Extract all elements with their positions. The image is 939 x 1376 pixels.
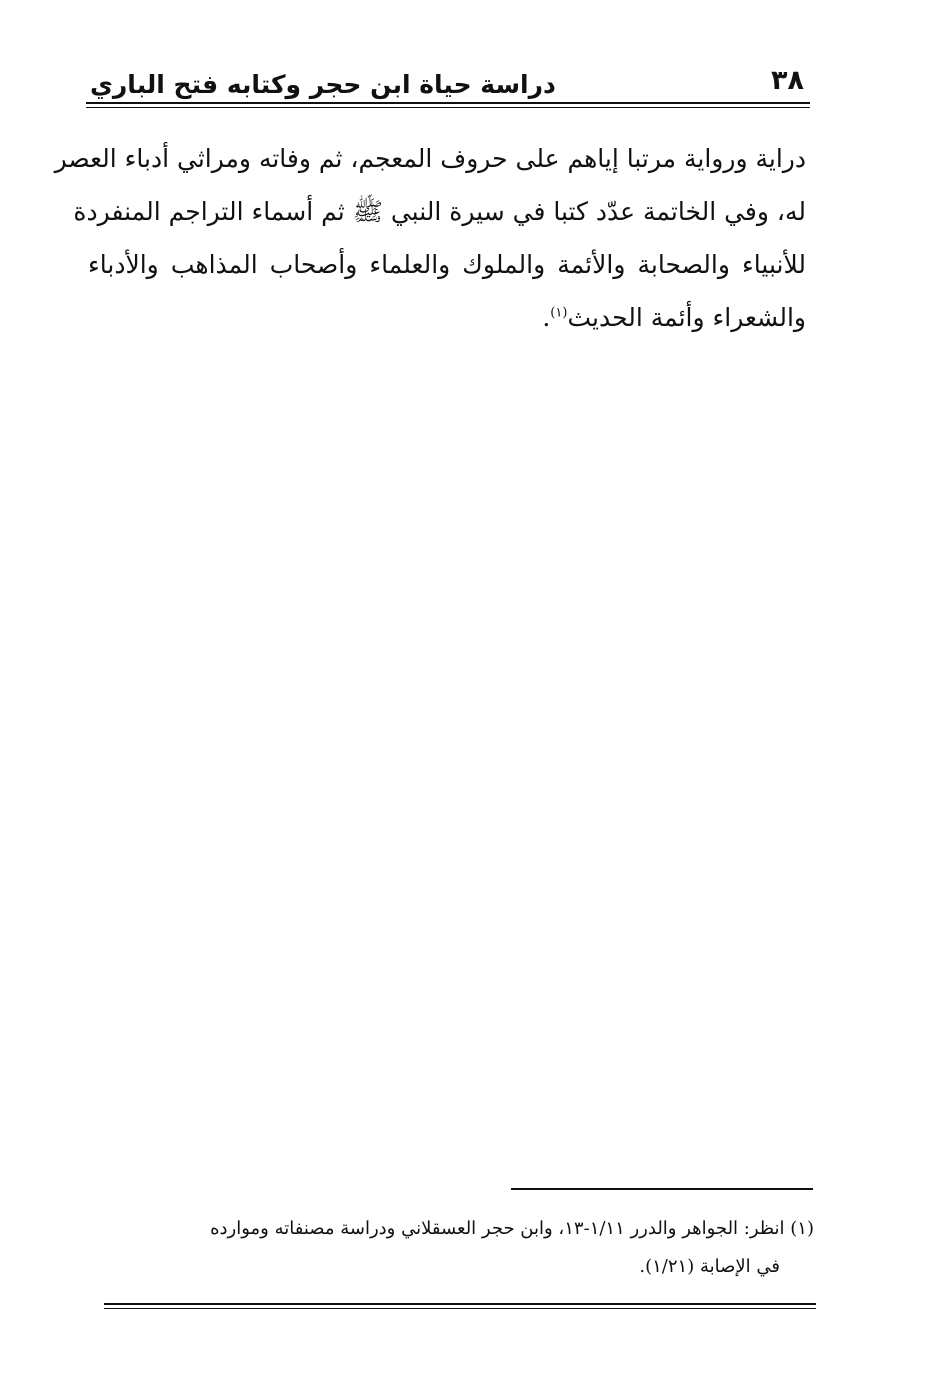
paragraph-end-mark: . xyxy=(542,303,551,332)
paragraph-line-4-text: والشعراء وأئمة الحديث xyxy=(567,303,806,332)
footnote-line-1: (١) انظر: الجواهر والدرر ١/١١-١٣، وابن حجر العسقلاني ودراسة مصنفاته وموارده xyxy=(210,1218,814,1239)
bottom-rule-thin xyxy=(104,1308,816,1309)
bottom-rule xyxy=(104,1303,816,1305)
header-rule xyxy=(86,102,810,104)
footnote-reference[interactable]: (١) xyxy=(550,305,568,321)
paragraph-line-1: دراية ورواية مرتبا إياهم على حروف المعجم، ثم وفاته ومراثي أدباء العصر xyxy=(54,144,806,173)
paragraph-line-4 xyxy=(88,291,806,344)
footnote-separator xyxy=(511,1188,813,1190)
footnotes xyxy=(100,1210,814,1286)
main-paragraph xyxy=(54,132,806,344)
paragraph-line-3: للأنبياء والصحابة والأئمة والملوك والعلماء وأصحاب المذاهب والأدباء xyxy=(88,250,806,279)
header-rule-thin xyxy=(86,107,810,108)
running-title: دراسة حياة ابن حجر وكتابه فتح الباري xyxy=(90,70,556,99)
footnote-line-2: في الإصابة (١/٢١). xyxy=(639,1256,780,1277)
page-number: ٣٨ xyxy=(771,65,804,96)
paragraph-line-2: له، وفي الخاتمة عدّد كتبا في سيرة النبي ﷺ ثم أسماء التراجم المنفردة xyxy=(73,197,806,226)
page-header xyxy=(86,60,810,108)
